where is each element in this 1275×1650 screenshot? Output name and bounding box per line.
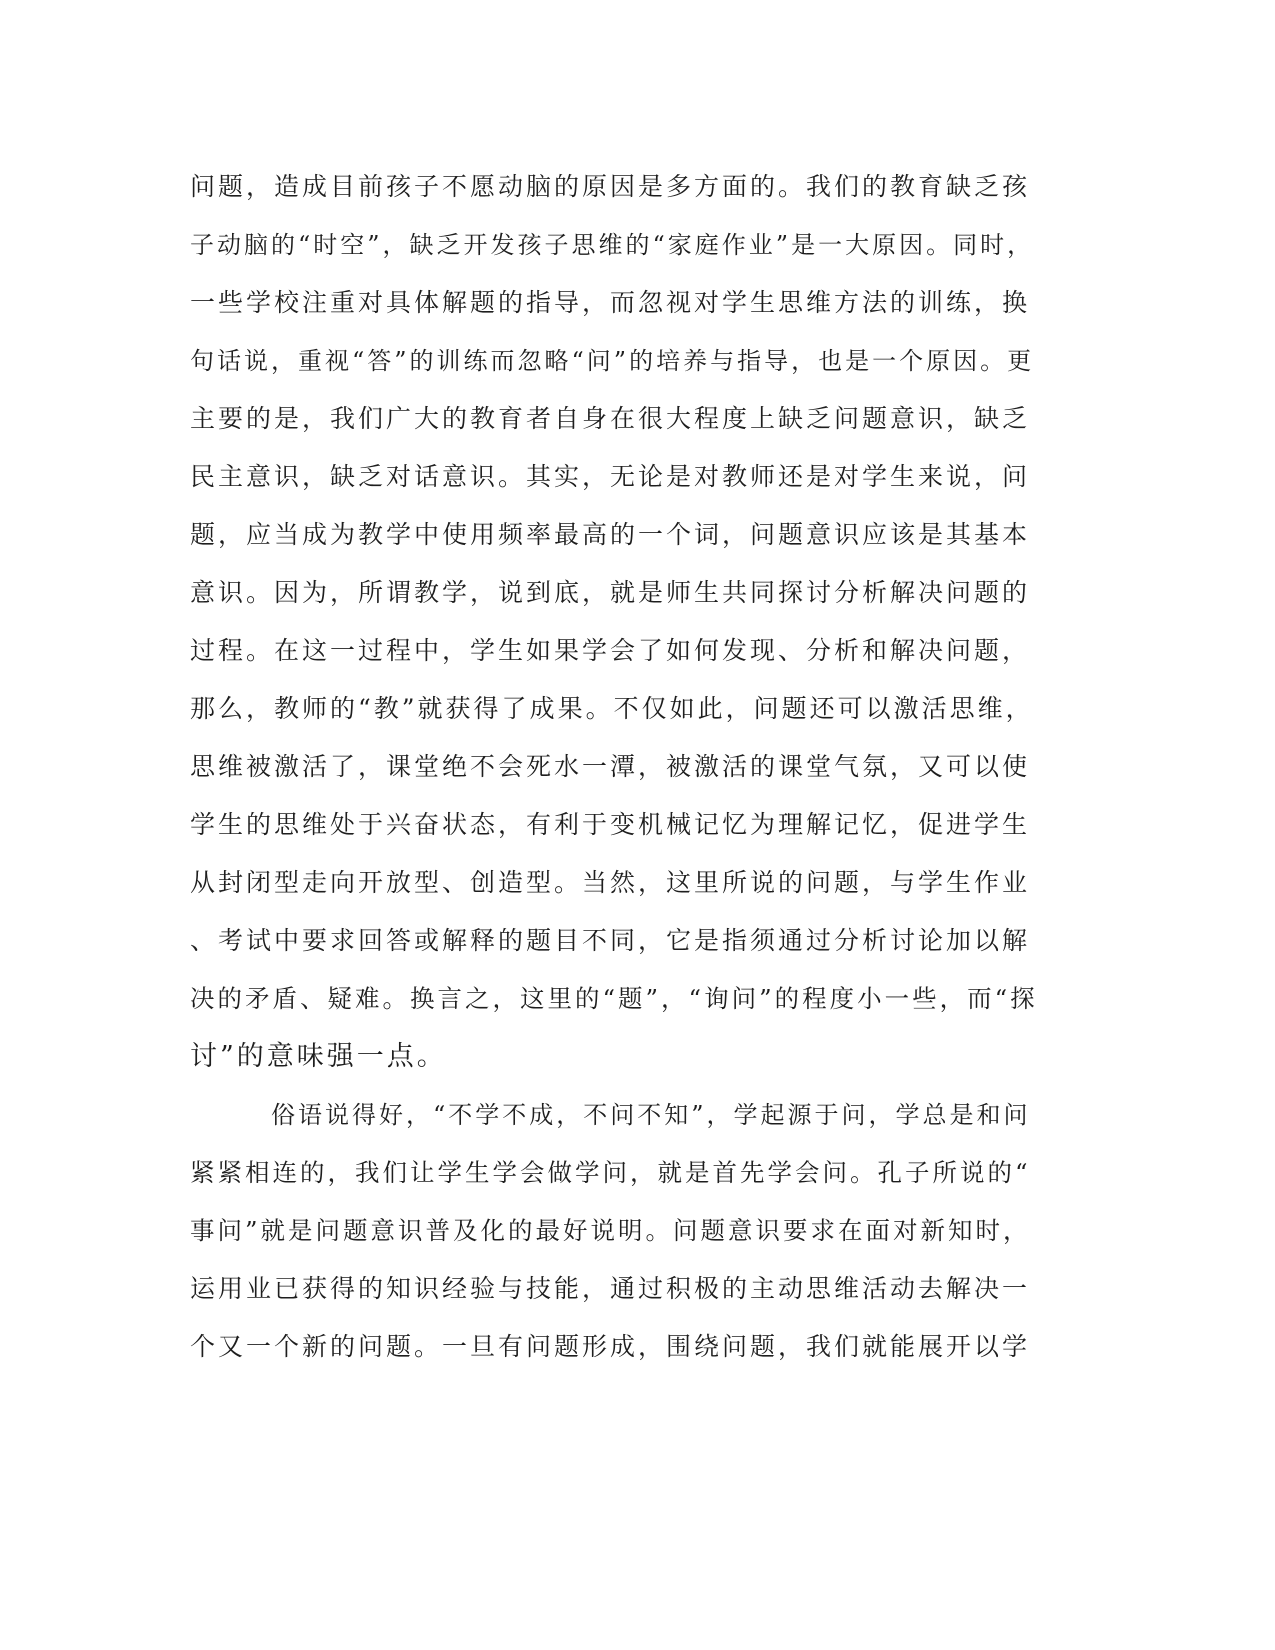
- text-line: 学生的思维处于兴奋状态，有利于变机械记忆为理解记忆，促进学生: [190, 810, 1031, 839]
- text-line: 那么，教师的“教”就获得了成果。不仅如此，问题还可以激活思维，: [190, 694, 1034, 723]
- text-line: 紧紧相连的，我们让学生学会做学问，就是首先学会问。孔子所说的“: [190, 1158, 1031, 1187]
- text-line: 、考试中要求回答或解释的题目不同，它是指须通过分析讨论加以解: [190, 926, 1031, 955]
- text-line: 问题，造成目前孩子不愿动脑的原因是多方面的。我们的教育缺乏孩: [190, 172, 1031, 201]
- text-line: 讨”的意味强一点。: [190, 1041, 447, 1072]
- text-line: 思维被激活了，课堂绝不会死水一潭，被激活的课堂气氛，又可以使: [190, 752, 1031, 781]
- text-line: 事问”就是问题意识普及化的最好说明。问题意识要求在面对新知时，: [190, 1216, 1031, 1245]
- text-line: 运用业已获得的知识经验与技能，通过积极的主动思维活动去解决一: [190, 1274, 1031, 1303]
- text-line: 过程。在这一过程中，学生如果学会了如何发现、分析和解决问题，: [190, 636, 1031, 665]
- text-line: 一些学校注重对具体解题的指导，而忽视对学生思维方法的训练，换: [190, 288, 1031, 317]
- text-line: 民主意识，缺乏对话意识。其实，无论是对教师还是对学生来说，问: [190, 462, 1031, 491]
- text-line: 子动脑的“时空”，缺乏开发孩子思维的“家庭作业”是一大原因。同时，: [190, 231, 1035, 259]
- text-line: 主要的是，我们广大的教育者自身在很大程度上缺乏问题意识，缺乏: [190, 404, 1031, 433]
- text-line: 题，应当成为教学中使用频率最高的一个词，问题意识应该是其基本: [190, 520, 1031, 549]
- text-line: 意识。因为，所谓教学，说到底，就是师生共同探讨分析解决问题的: [190, 578, 1031, 607]
- text-line: 俗语说得好，“不学不成，不问不知”，学起源于问，学总是和问: [190, 1101, 1031, 1129]
- text-line: 个又一个新的问题。一旦有问题形成，围绕问题，我们就能展开以学: [190, 1332, 1031, 1361]
- text-line: 从封闭型走向开放型、创造型。当然，这里所说的问题，与学生作业: [190, 868, 1031, 897]
- text-line: 决的矛盾、疑难。换言之，这里的“题”，“询问”的程度小一些，而“探: [190, 984, 1038, 1013]
- text-line: 句话说，重视“答”的训练而忽略“问”的培养与指导，也是一个原因。更: [190, 347, 1035, 375]
